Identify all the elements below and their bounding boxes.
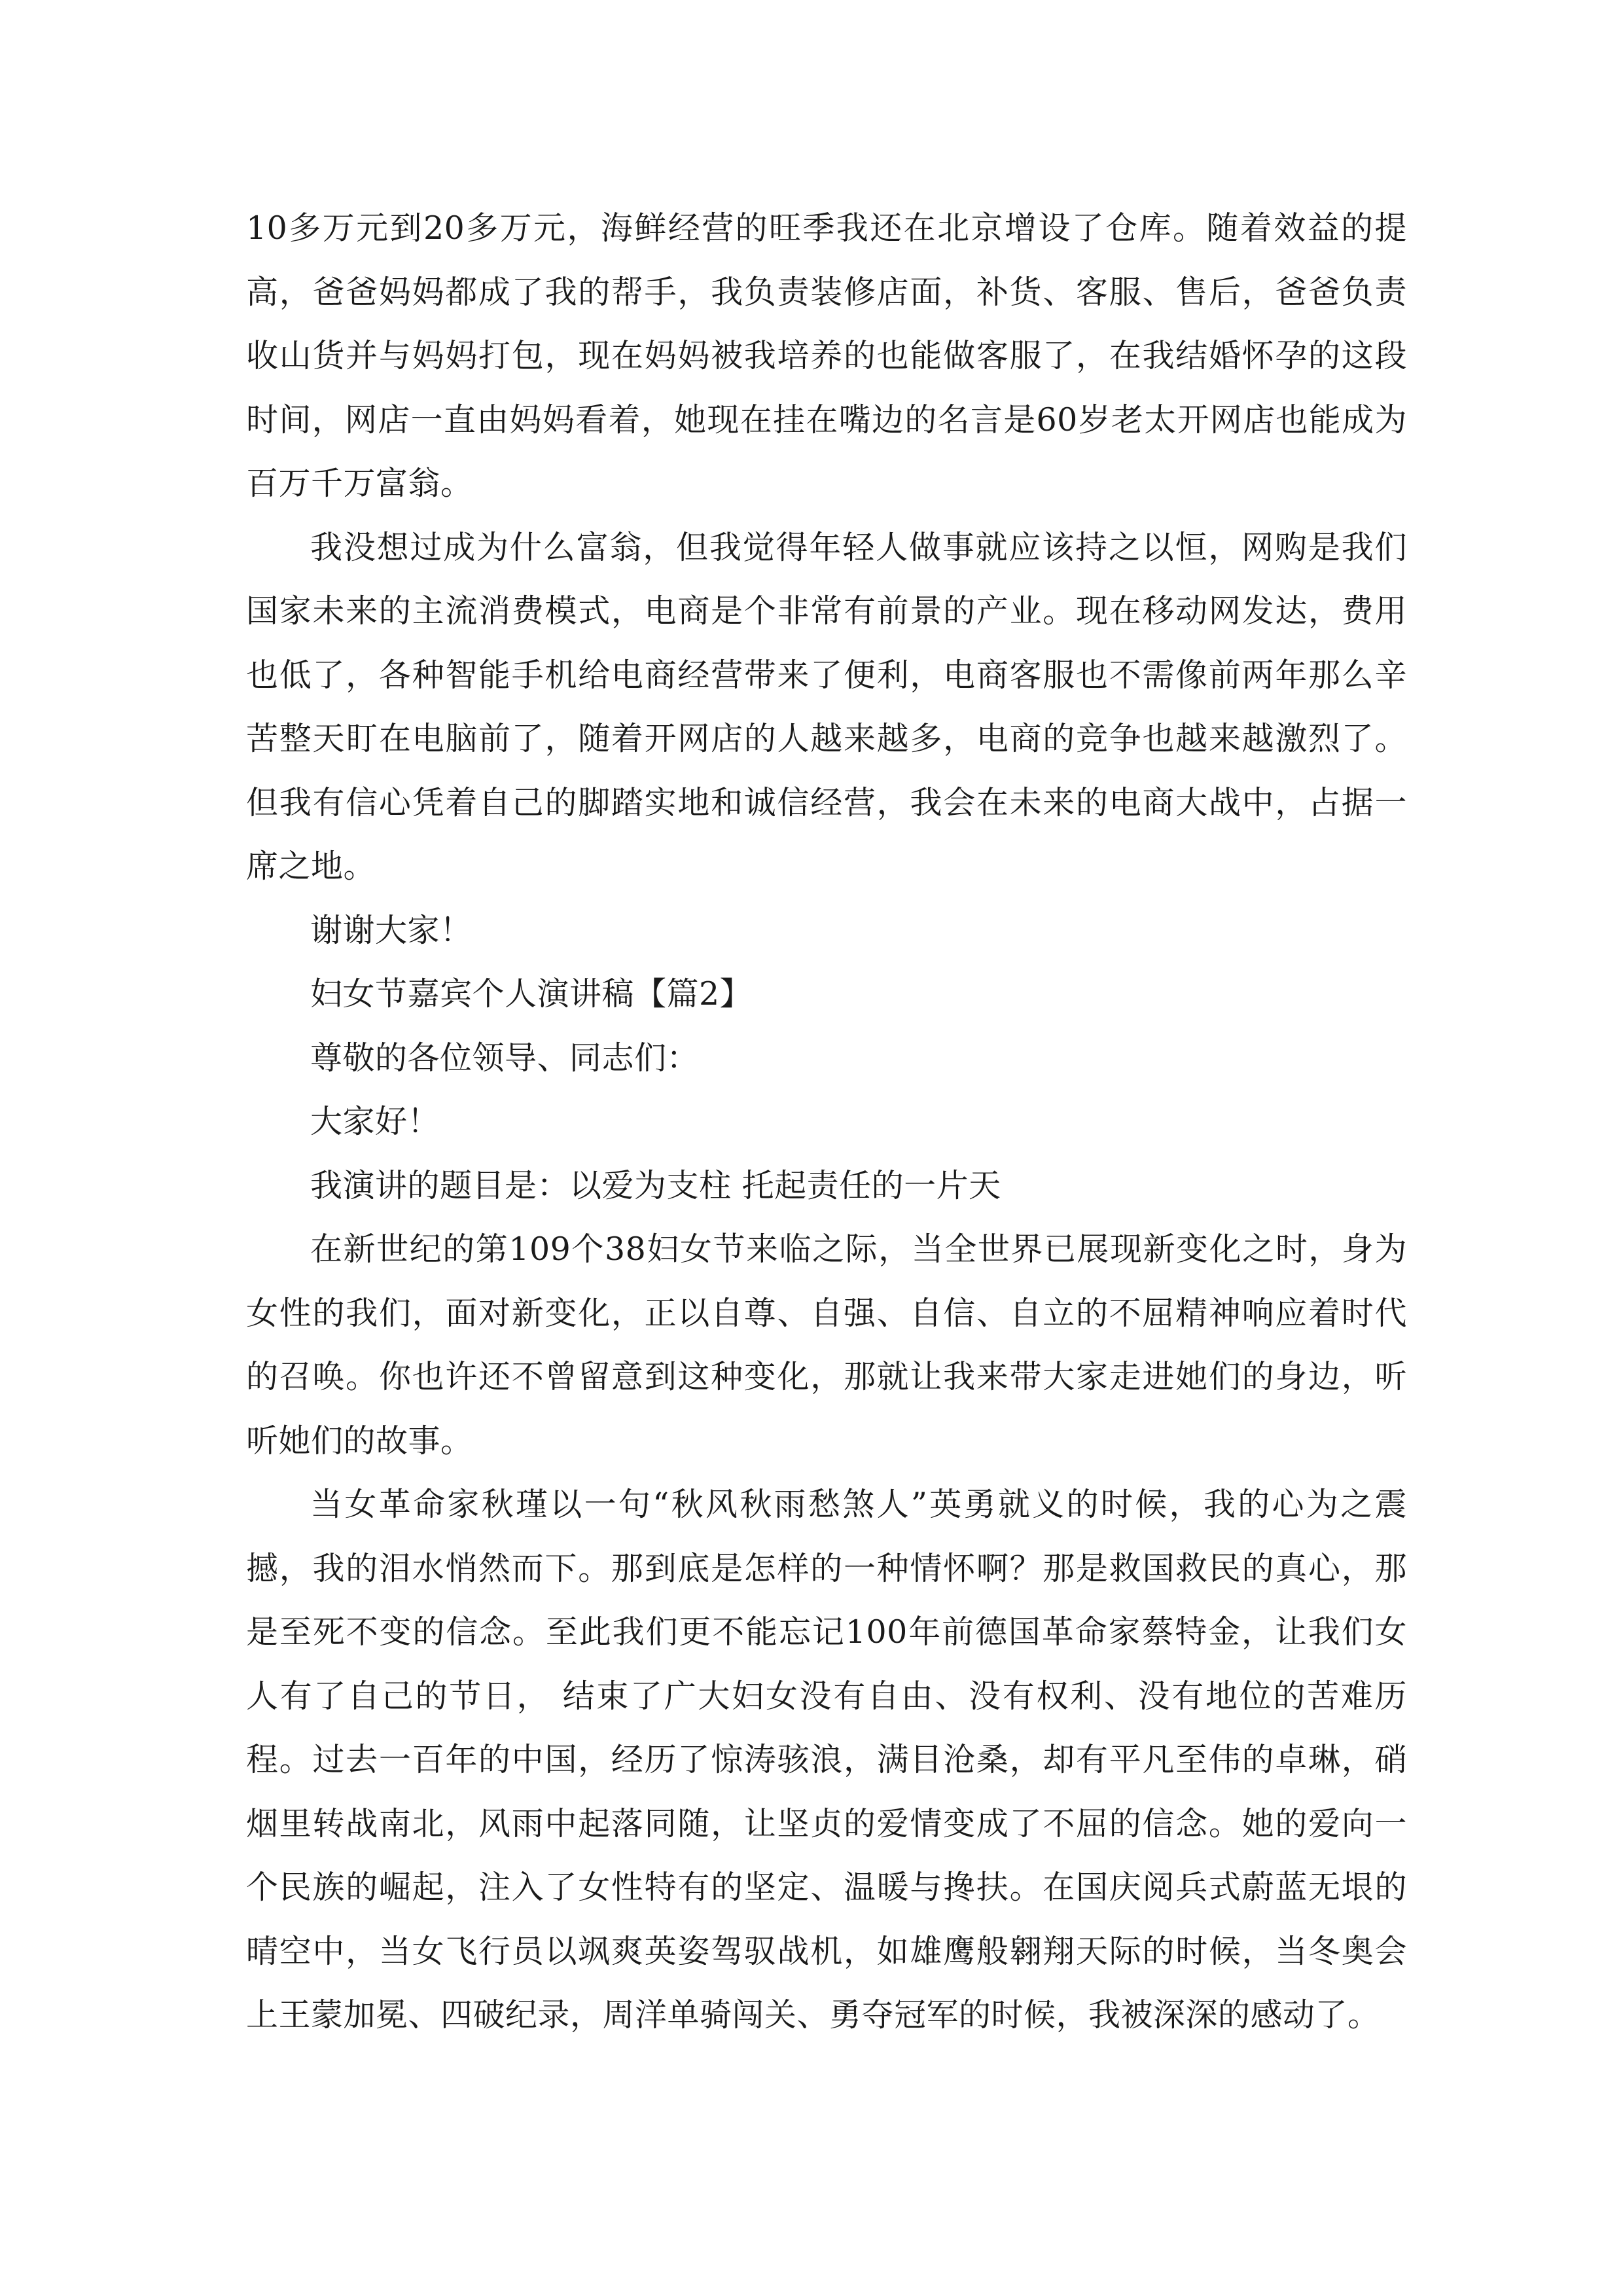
document-body bbox=[246, 196, 1407, 2047]
paragraph-thanks: 谢谢大家！ bbox=[310, 911, 473, 949]
section-title: 妇女节嘉宾个人演讲稿【篇2】 bbox=[310, 975, 753, 1013]
salutation: 尊敬的各位领导、同志们： bbox=[310, 1039, 700, 1077]
paragraph-2: 我没想过成为什么富翁，但我觉得年轻人做事就应该持之以恒，网购是我们国家未来的主流消费模式，电商是个非常有前景的产业。现在移动网发达，费用也低了，各种智能手机给电商经营带来了便利，电商客服也不需像前两年那么辛苦整天盯在电脑前了，随着开网店的人越来越多，电商的竞争也越来越激烈了。但我有信心凭着自己的脚踏实地和诚信经营，我会在未来的电商大战中，占据一席之地。 bbox=[246, 528, 1407, 885]
speech-topic: 我演讲的题目是：以爱为支柱 托起责任的一片天 bbox=[310, 1166, 1001, 1204]
paragraph-1: 10多万元到20多万元，海鲜经营的旺季我还在北京增设了仓库。随着效益的提高，爸爸妈妈都成了我的帮手，我负责装修店面，补货、客服、售后，爸爸负责收山货并与妈妈打包，现在妈妈被我培养的也能做客服了，在我结婚怀孕的这段时间，网店一直由妈妈看着，她现在挂在嘴边的名言是60岁老太开网店也能成为百万千万富翁。 bbox=[246, 209, 1407, 502]
paragraph-3: 在新世纪的第109个38妇女节来临之际，当全世界已展现新变化之时，身为女性的我们，面对新变化，正以自尊、自强、自信、自立的不屈精神响应着时代的召唤。你也许还不曾留意到这种变化，那就让我来带大家走进她们的身边，听听她们的故事。 bbox=[246, 1230, 1407, 1460]
greeting: 大家好！ bbox=[310, 1103, 440, 1140]
paragraph-4: 当女革命家秋瑾以一句“秋风秋雨愁煞人”英勇就义的时候，我的心为之震撼，我的泪水悄然而下。那到底是怎样的一种情怀啊？那是救国救民的真心，那是至死不变的信念。至此我们更不能忘记100年前德国革命家蔡特金，让我们女人有了自己的节日， 结束了广大妇女没有自由、没有权利、没有地位的苦难历程。过去一百年的中国，经历了惊涛骇浪，满目沧桑，却有平凡至伟的卓琳，硝烟里转战南北，风雨中起落同随，让坚贞的爱情变成了不屈的信念。她的爱向一个民族的崛起，注入了女性特有的坚定、温暖与搀扶。在国庆阅兵式蔚蓝无垠的晴空中，当女飞行员以飒爽英姿驾驭战机，如雄鹰般翱翔天际的时候，当冬奥会上王蒙加冕、四破纪录，周洋单骑闯关、勇夺冠军的时候，我被深深的感动了。 bbox=[246, 1486, 1407, 2034]
